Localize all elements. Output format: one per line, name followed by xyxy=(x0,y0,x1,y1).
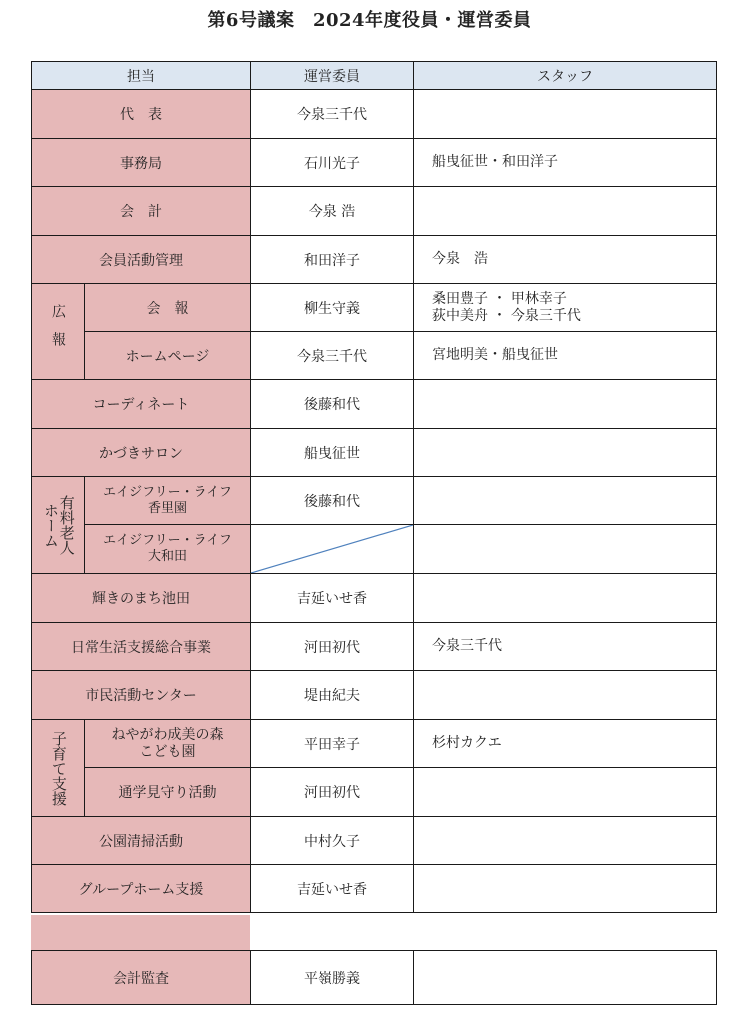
staff-cell xyxy=(414,865,717,913)
member-cell: 河田初代 xyxy=(251,768,414,817)
table-row xyxy=(32,380,717,429)
staff-cell: 杉村カクエ xyxy=(414,720,717,768)
staff-cell xyxy=(414,380,717,429)
staff-line: 桑田豊子 ・ 甲林幸子 xyxy=(432,291,567,308)
staff-cell xyxy=(414,817,717,865)
role-line: 大和田 xyxy=(147,549,187,564)
role-cell xyxy=(85,720,251,768)
table-row xyxy=(32,768,717,817)
role-cell xyxy=(85,477,251,525)
member-cell: 今泉 浩 xyxy=(251,187,414,236)
staff-cell: 宮地明美・船曳征世 xyxy=(414,332,717,380)
table-row xyxy=(32,139,717,187)
group-label-line: 有料老人 xyxy=(57,495,76,555)
role-cell: 代 表 xyxy=(32,90,251,139)
group-label-kosodate: 子育て支援 xyxy=(32,720,85,817)
role-line: ねやがわ成美の森 xyxy=(111,726,224,743)
table-row xyxy=(32,429,717,477)
role-cell: ホームページ xyxy=(85,332,251,380)
table-row xyxy=(32,187,717,236)
table-row xyxy=(32,865,717,913)
role-cell xyxy=(85,525,251,574)
staff-cell xyxy=(414,951,717,1005)
header-role: 担当 xyxy=(32,62,251,90)
role-line: 香里園 xyxy=(147,500,187,516)
table-row xyxy=(32,525,717,574)
audit-table xyxy=(31,950,717,1005)
staff-cell xyxy=(414,187,717,236)
role-line: こども園 xyxy=(139,743,196,760)
role-cell: かづきサロン xyxy=(32,429,251,477)
table-row xyxy=(32,623,717,671)
role-cell: 会員活動管理 xyxy=(32,236,251,284)
role-cell: グループホーム支援 xyxy=(32,865,251,913)
spacer-block xyxy=(31,915,250,950)
member-cell: 今泉三千代 xyxy=(251,90,414,139)
role-cell: 会 計 xyxy=(32,187,251,236)
role-cell: 市民活動センター xyxy=(32,671,251,720)
staff-cell xyxy=(414,768,717,817)
table-row xyxy=(32,574,717,623)
staff-cell: 今泉 浩 xyxy=(414,236,717,284)
role-cell: 事務局 xyxy=(32,139,251,187)
member-cell: 石川光子 xyxy=(251,139,414,187)
staff-cell xyxy=(414,90,717,139)
header-staff: スタッフ xyxy=(414,62,717,90)
table-row xyxy=(32,817,717,865)
member-cell: 柳生守義 xyxy=(251,284,414,332)
role-line: エイジフリー・ライフ xyxy=(103,533,232,549)
table-row xyxy=(32,671,717,720)
member-cell: 後藤和代 xyxy=(251,477,414,525)
staff-cell: 今泉三千代 xyxy=(414,623,717,671)
member-cell: 平田幸子 xyxy=(251,720,414,768)
member-cell: 吉延いせ香 xyxy=(251,865,414,913)
member-cell: 平嶺勝義 xyxy=(251,951,414,1005)
member-cell: 和田洋子 xyxy=(251,236,414,284)
committee-table xyxy=(31,61,717,913)
table-row xyxy=(32,284,717,332)
header-member: 運営委員 xyxy=(251,62,414,90)
member-cell: 今泉三千代 xyxy=(251,332,414,380)
role-line: エイジフリー・ライフ xyxy=(103,484,232,500)
page-title: 第6号議案 2024年度役員・運営委員 xyxy=(207,10,532,31)
table-row xyxy=(32,332,717,380)
role-cell: 日常生活支援総合事業 xyxy=(32,623,251,671)
staff-cell xyxy=(414,284,717,332)
member-cell: 河田初代 xyxy=(251,623,414,671)
diagonal-slash xyxy=(251,525,413,573)
group-label-line: ホーム xyxy=(42,502,60,548)
table-row xyxy=(32,90,717,139)
table-row xyxy=(32,951,717,1005)
member-cell: 後藤和代 xyxy=(251,380,414,429)
member-cell: 船曳征世 xyxy=(251,429,414,477)
table-row xyxy=(32,236,717,284)
table-row xyxy=(32,477,717,525)
group-label-yuryo xyxy=(32,477,85,574)
group-label-koho: 広報 xyxy=(32,284,85,380)
staff-cell xyxy=(414,525,717,574)
role-cell: 会計監査 xyxy=(32,951,251,1005)
table-header-row xyxy=(32,62,717,90)
staff-cell xyxy=(414,429,717,477)
role-cell: 会 報 xyxy=(85,284,251,332)
role-cell: 通学見守り活動 xyxy=(85,768,251,817)
member-cell: 吉延いせ香 xyxy=(251,574,414,623)
staff-cell xyxy=(414,574,717,623)
staff-cell xyxy=(414,671,717,720)
table-row xyxy=(32,720,717,768)
staff-line: 荻中美舟 ・ 今泉三千代 xyxy=(432,307,581,324)
staff-cell xyxy=(414,477,717,525)
member-cell: 中村久子 xyxy=(251,817,414,865)
role-cell: コーディネート xyxy=(32,380,251,429)
staff-cell: 船曳征世・和田洋子 xyxy=(414,139,717,187)
role-cell: 輝きのまち池田 xyxy=(32,574,251,623)
member-cell: 堤由紀夫 xyxy=(251,671,414,720)
member-cell-empty xyxy=(251,525,414,574)
role-cell: 公園清掃活動 xyxy=(32,817,251,865)
